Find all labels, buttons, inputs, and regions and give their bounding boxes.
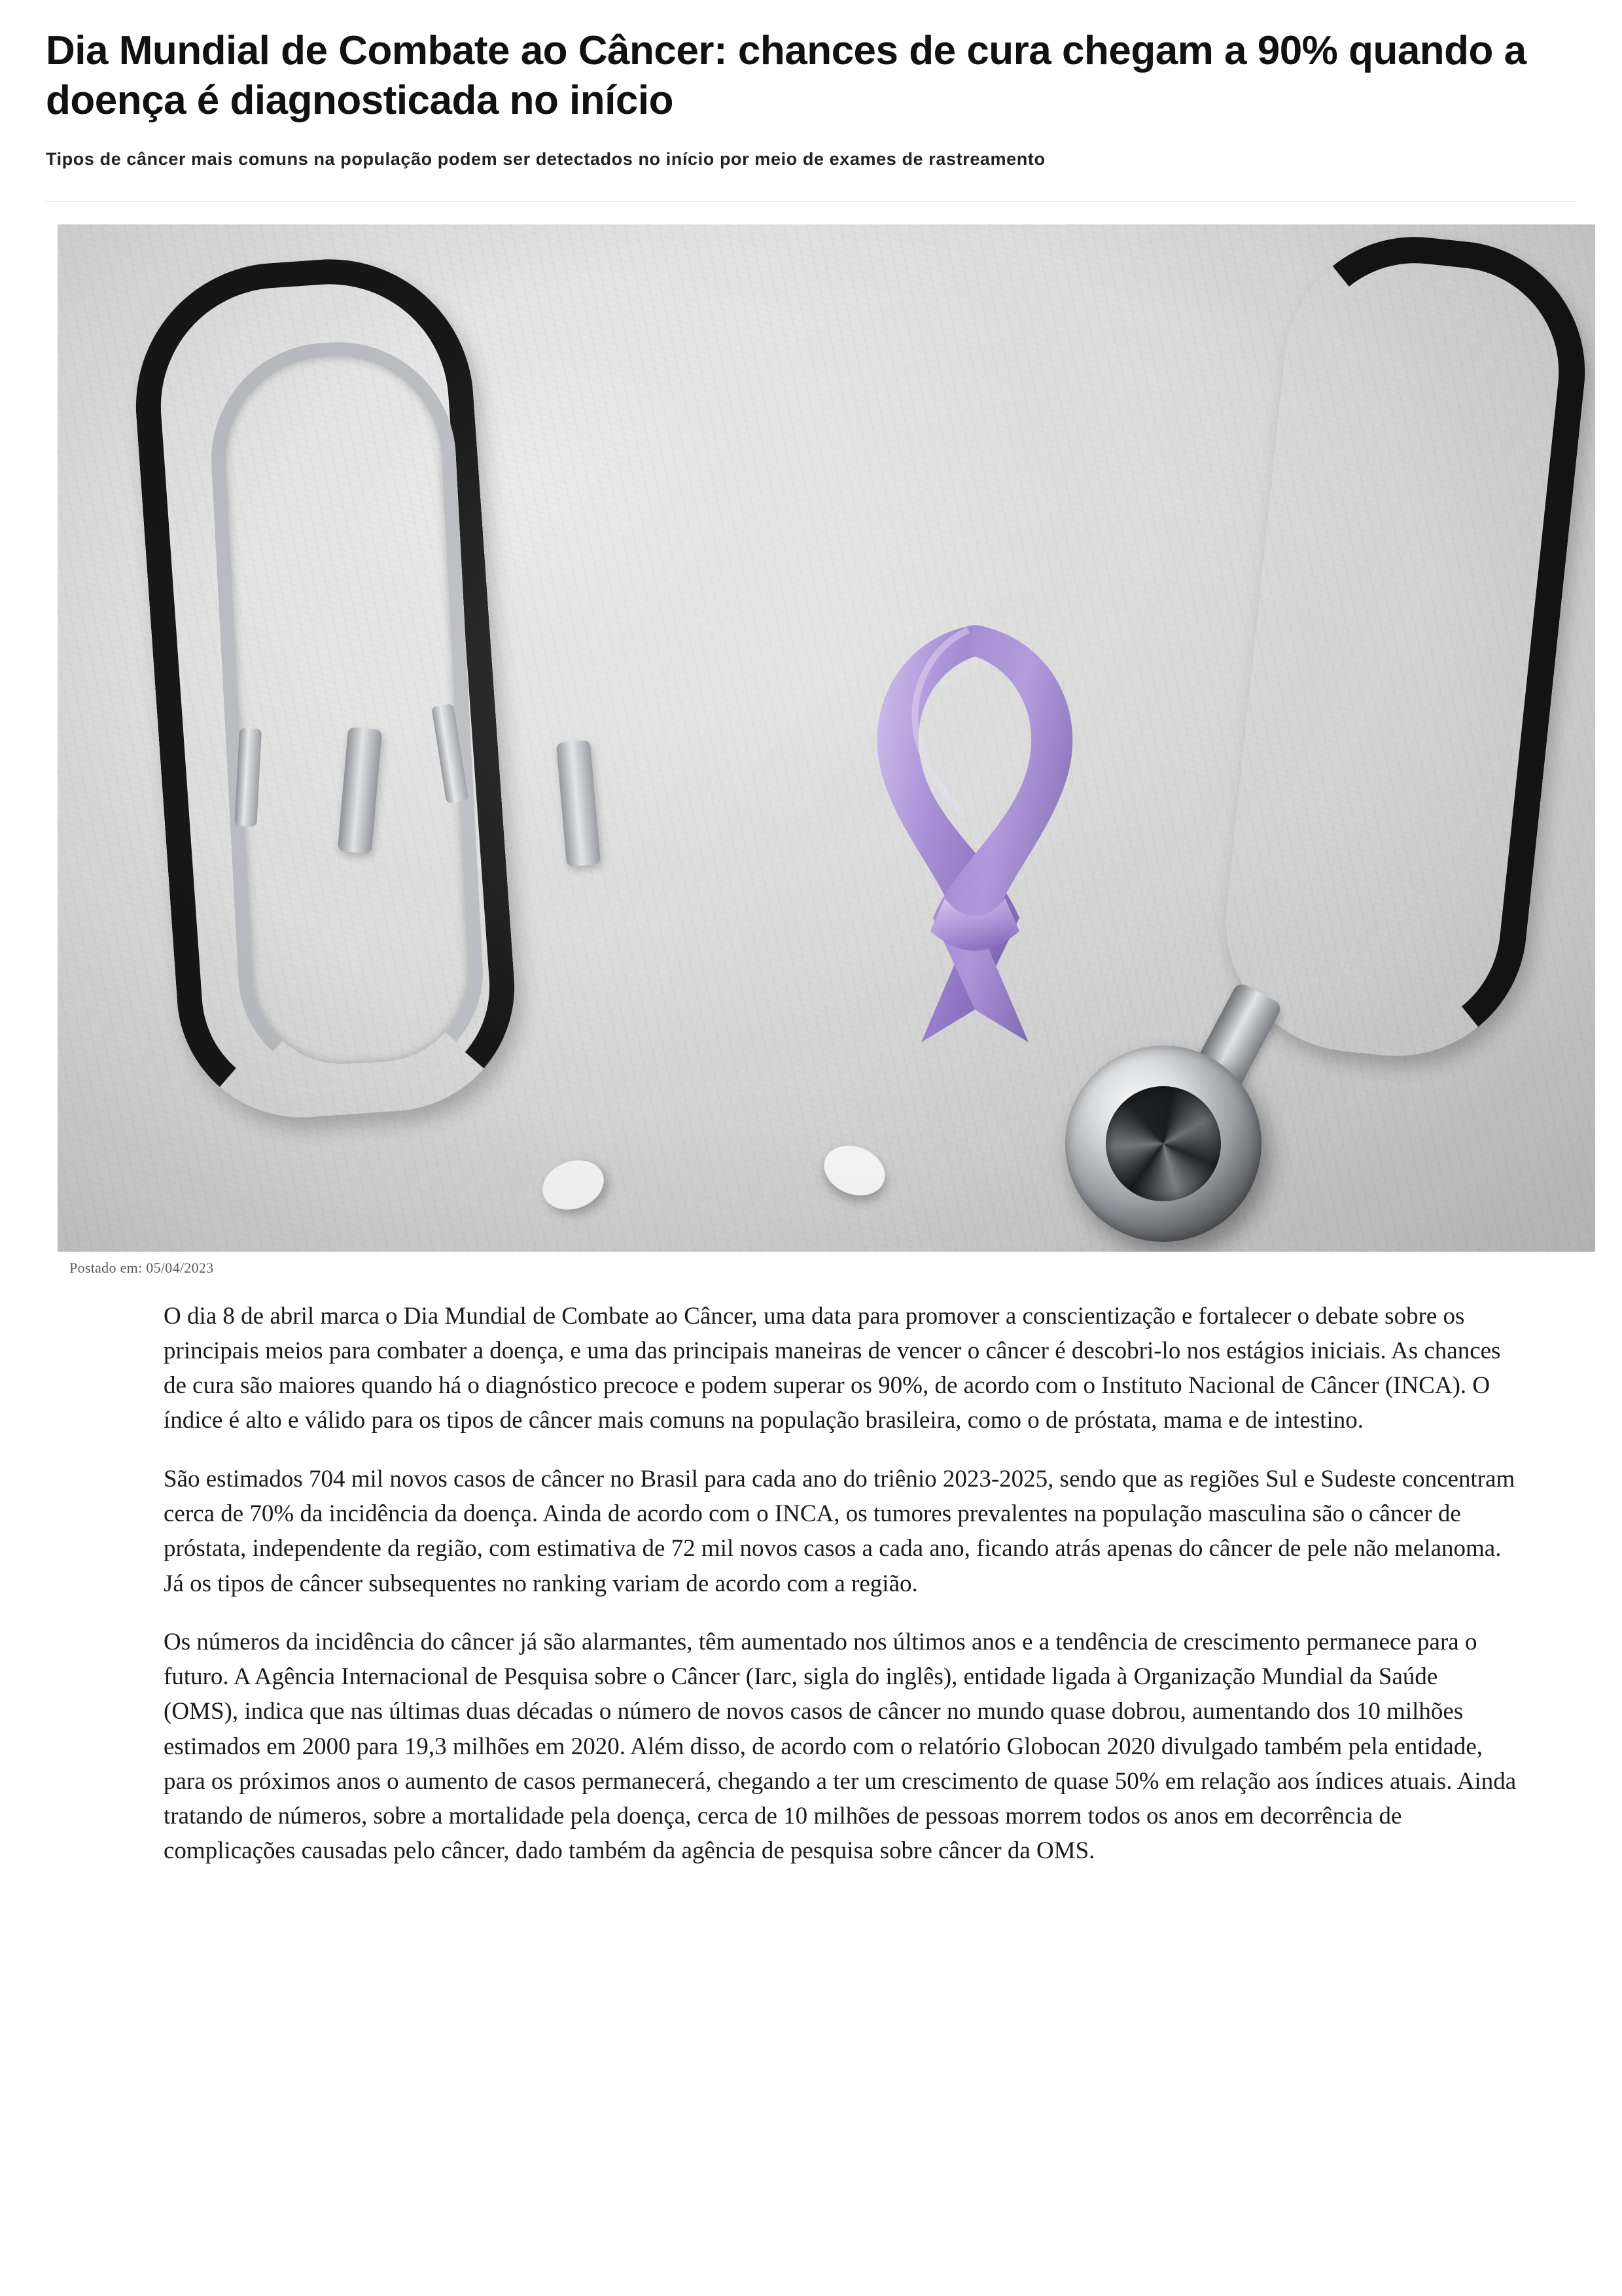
article-paragraph: Os números da incidência do câncer já são alarmantes, têm aumentado nos últimos anos e a tendência de crescimento permanece para o futuro. A Agência Internacional de Pesquisa sobre o Câncer (Iarc, sigla do inglês), entidade ligada à Organização Mundial da Saúde (OMS), indica que nas últimas duas décadas o número de novos casos de câncer no mundo quase dobrou, aumentando dos 10 milhões estimados em 2000 para 19,3 milhões em 2020. Além disso, de acordo com o relatório Globocan 2020 divulgado também pela entidade, para os próximos anos o aumento de casos permanecerá, chegando a ter um crescimento de quase 50% em relação aos índices atuais. Ainda tratando de números, sobre a mortalidade pela doença, cerca de 10 milhões de pessoas morrem todos os anos em decorrência de complicações causadas pelo câncer, dado também da agência de pesquisa sobre câncer da OMS. <box>164 1628 1517 1865</box>
posted-date: Postado em: 05/04/2023 <box>69 1259 214 1276</box>
article-body <box>46 1299 1576 1869</box>
article-subhead: Tipos de câncer mais comuns na população podem ser detectados no início por meio de exames de rastreamento <box>46 149 1046 169</box>
page-title: Dia Mundial de Combate ao Câncer: chances de cura chegam a 90% quando a doença é diagnosticada no início <box>46 28 1526 123</box>
article-image <box>58 224 1595 1252</box>
image-vignette <box>58 224 1595 1252</box>
article-paragraph: São estimados 704 mil novos casos de câncer no Brasil para cada ano do triênio 2023-2025, sendo que as regiões Sul e Sudeste concentram cerca de 70% da incidência da doença. Ainda de acordo com o INCA, os tumores prevalentes na população masculina são o câncer de próstata, independente da região, com estimativa de 72 mil novos casos a cada ano, ficando atrás apenas do câncer de pele não melanoma. Já os tipos de câncer subsequentes no ranking variam de acordo com a região. <box>164 1465 1515 1597</box>
article-paragraph: O dia 8 de abril marca o Dia Mundial de Combate ao Câncer, uma data para promover a conscientização e fortalecer o debate sobre os principais meios para combater a doença, e uma das principais maneiras de vencer o câncer é descobri-lo nos estágios iniciais. As chances de cura são maiores quando há o diagnóstico precoce e podem superar os 90%, de acordo com o Instituto Nacional de Câncer (INCA). O índice é alto e válido para os tipos de câncer mais comuns na população brasileira, como o de próstata, mama e de intestino. <box>164 1302 1501 1434</box>
article-figure <box>46 224 1576 1277</box>
